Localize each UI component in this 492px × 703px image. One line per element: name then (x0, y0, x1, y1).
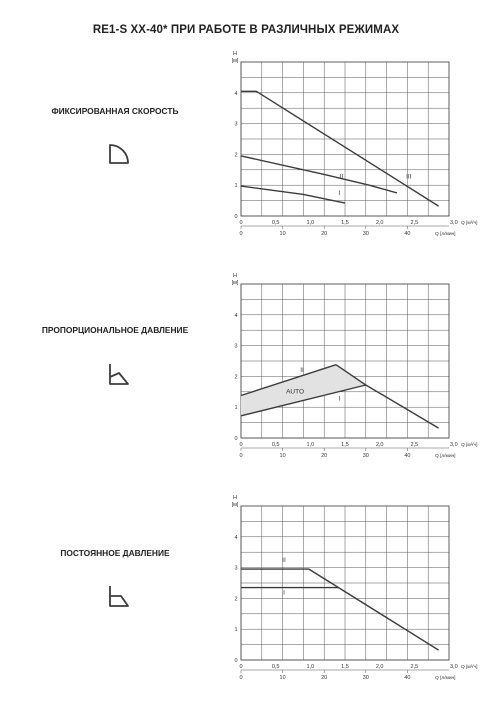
curve-label: I (338, 190, 341, 198)
x-tick-label-top: 2,5 (410, 442, 419, 448)
x-axis-label-bottom: Q [л/мин] (435, 232, 456, 237)
curve-label: III (406, 173, 412, 181)
x-tick-label-top: 0 (239, 442, 243, 448)
x-tick-label-bottom: 0 (239, 231, 243, 237)
x-tick-label-top: 2,0 (375, 664, 384, 670)
mode-label-fixed-speed: ФИКСИРОВАННАЯ СКОРОСТЬ (51, 106, 179, 116)
x-axis-label-bottom: Q [л/мин] (435, 676, 456, 681)
x-tick-label-bottom: 20 (321, 453, 328, 459)
x-axis-label-bottom: Q [л/мин] (435, 454, 456, 459)
x-tick-label-bottom: 10 (279, 231, 286, 237)
curve-label: I (338, 395, 341, 403)
y-tick-label: 4 (234, 534, 238, 541)
x-tick-label-top: 3,0 (450, 442, 458, 448)
x-tick-label-top: 1,5 (341, 442, 349, 448)
y-tick-label: 3 (234, 565, 238, 572)
x-tick-label-top: 1,0 (306, 220, 315, 226)
x-tick-label-bottom: 30 (362, 453, 369, 459)
y-axis-unit: [м] (231, 502, 239, 508)
chart-fixed-speed (0, 48, 492, 248)
x-tick-label-bottom: 30 (362, 231, 369, 237)
x-tick-label-top: 1,5 (341, 664, 349, 670)
x-tick-label-top: 0 (239, 220, 243, 226)
x-tick-label-top: 3,0 (450, 664, 458, 670)
y-tick-label: 3 (234, 121, 238, 128)
x-tick-label-top: 0,5 (271, 664, 280, 670)
y-tick-label: 2 (234, 596, 238, 603)
y-axis-label: H (233, 51, 237, 57)
x-tick-label-bottom: 10 (279, 453, 286, 459)
y-tick-label: 2 (234, 152, 238, 159)
y-tick-label: 1 (234, 627, 238, 634)
x-tick-label-top: 2,0 (375, 220, 384, 226)
curve-II (241, 156, 397, 193)
x-tick-label-bottom: 10 (279, 675, 286, 681)
curve-max (309, 569, 439, 650)
x-axis-label-top: Q [м³/ч] (461, 665, 478, 670)
x-tick-label-bottom: 40 (404, 231, 411, 237)
curve-III (241, 91, 439, 206)
x-tick-label-top: 2,5 (410, 664, 419, 670)
curve-label: I (283, 589, 285, 597)
y-tick-label: 3 (234, 343, 238, 350)
y-tick-label: 0 (234, 658, 238, 664)
x-tick-label-top: 1,0 (306, 664, 315, 670)
x-tick-label-top: 0,5 (271, 442, 280, 448)
x-axis-label-top: Q [м³/ч] (461, 443, 478, 448)
y-tick-label: 0 (234, 436, 238, 442)
x-tick-label-bottom: 0 (239, 453, 243, 459)
x-tick-label-bottom: 20 (321, 231, 328, 237)
x-tick-label-top: 2,5 (410, 220, 419, 226)
curve-label: II (300, 366, 304, 374)
x-tick-label-top: 2,0 (375, 442, 384, 448)
y-tick-label: 4 (234, 312, 238, 319)
y-tick-label: 1 (234, 405, 238, 412)
mode-label-proportional-pressure: ПРОПОРЦИОНАЛЬНОЕ ДАВЛЕНИЕ (41, 325, 189, 335)
x-axis-label-top: Q [м³/ч] (461, 221, 478, 226)
y-tick-label: 1 (234, 183, 238, 190)
chart-constant-pressure (0, 492, 492, 692)
y-axis-unit: [м] (231, 280, 239, 286)
x-tick-label-bottom: 30 (362, 675, 369, 681)
y-tick-label: 4 (234, 90, 238, 97)
curve-max (336, 365, 439, 428)
chart-proportional-pressure (0, 270, 492, 470)
x-tick-label-top: 0,5 (271, 220, 280, 226)
x-tick-label-top: 0 (239, 664, 243, 670)
x-tick-label-top: 1,0 (306, 442, 315, 448)
mode-label-constant-pressure: ПОСТОЯННОЕ ДАВЛЕНИЕ (60, 548, 170, 558)
y-axis-unit: [м] (231, 58, 239, 64)
y-tick-label: 2 (234, 374, 238, 381)
x-tick-label-bottom: 0 (239, 675, 243, 681)
curve-label: AUTO (286, 388, 305, 396)
x-tick-label-bottom: 40 (404, 675, 411, 681)
curve-label: II (282, 557, 286, 565)
curve-label: II (339, 173, 344, 181)
page-title: RE1-S XX-40* ПРИ РАБОТЕ В РАЗЛИЧНЫХ РЕЖИМАХ (92, 24, 400, 36)
x-tick-label-bottom: 20 (321, 675, 328, 681)
x-tick-label-top: 1,5 (341, 220, 349, 226)
y-axis-label: H (233, 495, 237, 501)
x-tick-label-top: 3,0 (450, 220, 458, 226)
y-axis-label: H (233, 273, 237, 279)
y-tick-label: 0 (234, 214, 238, 220)
x-tick-label-bottom: 40 (404, 453, 411, 459)
